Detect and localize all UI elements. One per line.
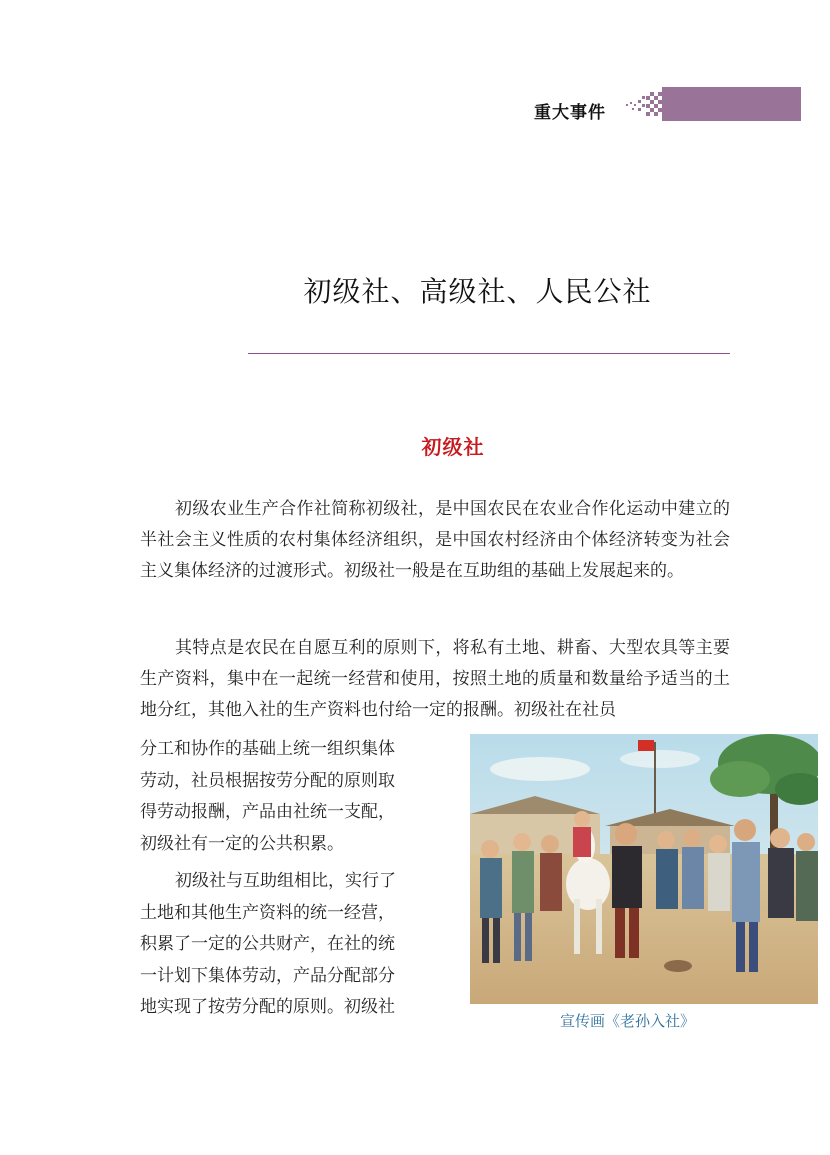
section-label: 重大事件 (534, 103, 606, 123)
paragraph-4 (140, 866, 440, 1024)
paragraph-3 (140, 734, 440, 860)
figure-caption: 宣传画《老孙入社》 (560, 1012, 696, 1030)
text-line: 初级社与互助组相比，实行了 (175, 871, 396, 891)
section-heading: 初级社 (421, 435, 485, 459)
text-line: 得劳动报酬，产品由社统一支配， (140, 802, 395, 822)
page-title: 初级社、高级社、人民公社 (303, 275, 652, 308)
header-bar (662, 87, 801, 121)
text-line: 积累了一定的公共财产，在社的统 (140, 934, 395, 954)
title-divider (248, 353, 730, 354)
paragraph-1: 初级农业生产合作社简称初级社，是中国农民在农业合作化运动中建立的半社会主义性质的农村集体经济组织，是中国农村经济由个体经济转变为社会主义集体经济的过渡形式。初级社一般是在互助组的基础上发展起来的。 (140, 499, 730, 581)
text-line: 分工和协作的基础上统一组织集体 (140, 739, 395, 759)
text-line: 土地和其他生产资料的统一经营， (140, 902, 395, 923)
wrapped-text-column (140, 734, 440, 1024)
propaganda-painting (470, 734, 818, 1004)
checker-pattern-icon (620, 92, 664, 118)
text-line: 一计划下集体劳动，产品分配部分 (140, 965, 395, 986)
paragraph-2: 其特点是农民在自愿互利的原则下，将私有土地、耕畜、大型农具等主要生产资料，集中在一起统一经营和使用，按照土地的质量和数量给予适当的土地分红，其他入社的生产资料也付给一定的报酬。初级社在社员 (140, 638, 730, 720)
text-line: 地实现了按劳分配的原则。初级社 (140, 997, 395, 1017)
text-line: 初级社有一定的公共积累。 (140, 833, 344, 854)
text-line: 劳动，社员根据按劳分配的原则取 (140, 770, 395, 791)
